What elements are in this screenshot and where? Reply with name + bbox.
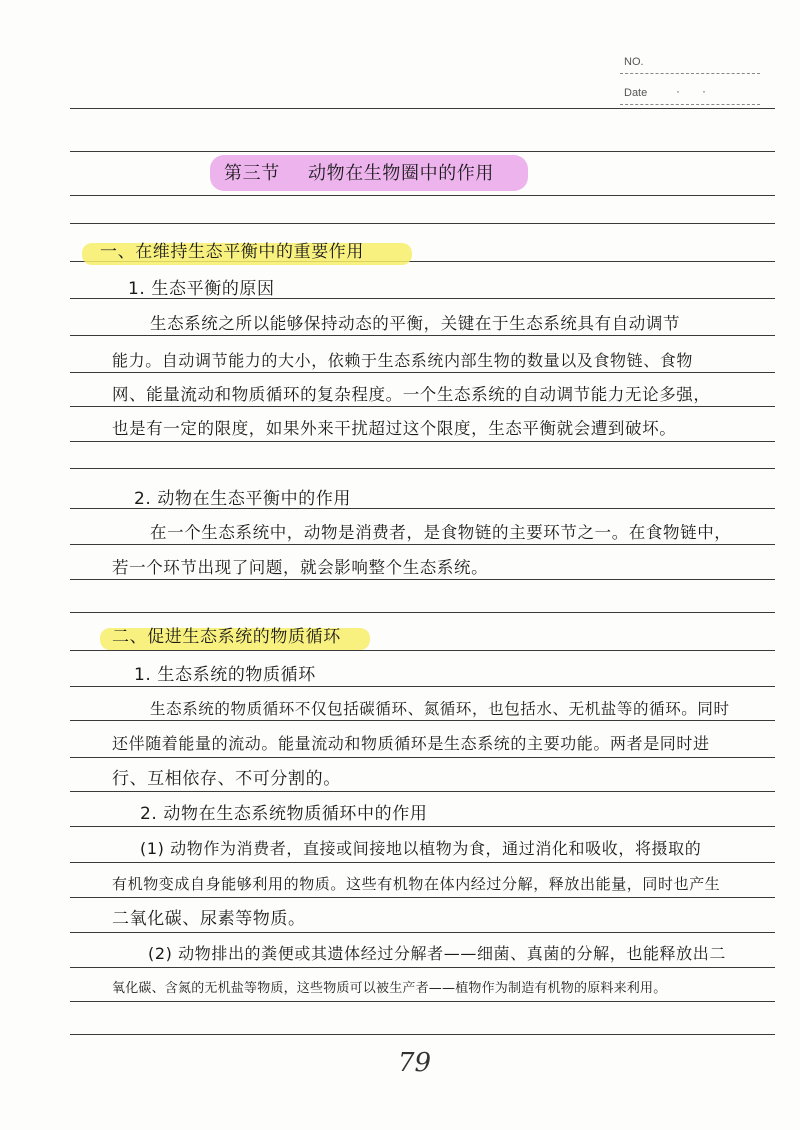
paragraph-line: 若一个环节出现了问题，就会影响整个生态系统。 <box>112 558 489 577</box>
ruled-line <box>70 862 775 863</box>
section-title: 动物在生物圈中的作用 <box>308 163 494 184</box>
no-label: NO. <box>624 56 644 68</box>
paragraph-line: 行、互相依存、不可分割的。 <box>112 769 341 789</box>
paragraph-line: 生态系统之所以能够保持动态的平衡，关键在于生态系统具有自动调节 <box>150 314 681 333</box>
ruled-line <box>70 108 775 109</box>
ruled-line <box>70 967 775 968</box>
ruled-line <box>70 1034 775 1035</box>
date-dots: ·· <box>676 84 728 98</box>
paragraph-line: (1) 动物作为消费者，直接或间接地以植物为食，通过消化和吸收，将摄取的 <box>140 839 702 858</box>
part1-sub2-heading: 2. 动物在生态平衡中的作用 <box>134 489 352 509</box>
paragraph-line: 能力。自动调节能力的大小，依赖于生态系统内部生物的数量以及食物链、食物 <box>112 351 694 370</box>
ruled-line <box>70 406 775 407</box>
paragraph-line: 网、能量流动和物质循环的复杂程度。一个生态系统的自动调节能力无论多强， <box>112 385 711 404</box>
ruled-line <box>70 1001 775 1002</box>
no-dashed-line <box>620 73 760 74</box>
paragraph-line: 二氧化碳、尿素等物质。 <box>112 909 306 929</box>
part2-sub1-heading: 1. 生态系统的物质循环 <box>134 665 316 685</box>
part2-heading: 二、促进生态系统的物质循环 <box>112 627 341 647</box>
ruled-line <box>70 826 775 827</box>
ruled-line <box>70 932 775 933</box>
paragraph-line: 生态系统的物质循环不仅包括碳循环、氮循环，也包括水、无机盐等的循环。同时 <box>150 700 730 718</box>
ruled-line <box>70 897 775 898</box>
ruled-line <box>70 223 775 224</box>
ruled-line <box>70 468 775 469</box>
page-number: 79 <box>398 1048 432 1078</box>
paragraph-line: 也是有一定的限度，如果外来干扰超过这个限度，生态平衡就会遭到破坏。 <box>112 419 677 438</box>
paragraph-line: 在一个生态系统中，动物是消费者，是食物链的主要环节之一。在食物链中， <box>150 523 732 542</box>
date-label: Date <box>624 87 648 99</box>
ruled-line <box>70 544 775 545</box>
ruled-line <box>70 686 775 687</box>
paragraph-line: 还伴随着能量的流动。能量流动和物质循环是生态系统的主要功能。两者是同时进 <box>112 734 710 753</box>
section-number: 第三节 <box>224 163 280 184</box>
paragraph-line: 有机物变成自身能够利用的物质。这些有机物在体内经过分解，释放出能量，同时也产生 <box>112 875 721 893</box>
date-dashed-line <box>620 104 760 105</box>
ruled-line <box>70 757 775 758</box>
ruled-line <box>70 650 775 651</box>
ruled-line <box>70 791 775 792</box>
ruled-line <box>70 612 775 613</box>
ruled-line <box>70 195 775 196</box>
paragraph-line: (2) 动物排出的粪便或其遗体经过分解者——细菌、真菌的分解，也能释放出二 <box>148 944 726 963</box>
ruled-line <box>70 335 775 336</box>
part2-sub2-heading: 2. 动物在生态系统物质循环中的作用 <box>140 804 428 824</box>
ruled-line <box>70 720 775 721</box>
part1-heading: 一、在维持生态平衡中的重要作用 <box>100 242 364 262</box>
paragraph-line: 氧化碳、含氮的无机盐等物质，这些物质可以被生产者——植物作为制造有机物的原料来利用。 <box>112 981 667 996</box>
ruled-line <box>70 372 775 373</box>
ruled-line <box>70 151 775 152</box>
part1-sub1-heading: 1. 生态平衡的原因 <box>128 279 275 299</box>
ruled-line <box>70 579 775 580</box>
ruled-line <box>70 441 775 442</box>
